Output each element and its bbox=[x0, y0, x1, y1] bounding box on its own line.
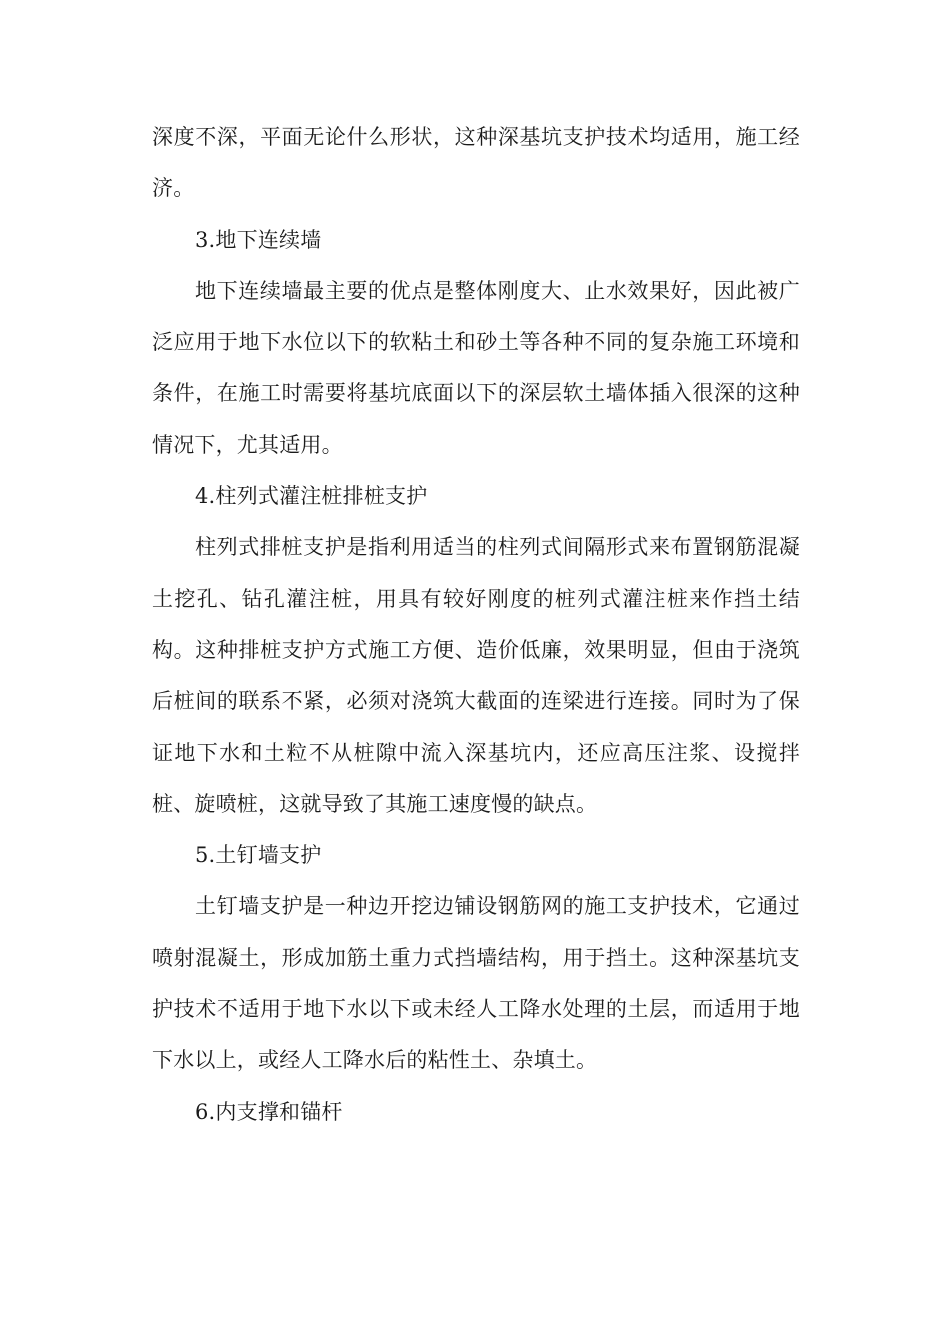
section-heading-4: 4.柱列式灌注桩排桩支护 bbox=[195, 484, 428, 509]
section-heading-5: 5.土钉墙支护 bbox=[195, 843, 322, 868]
paragraph-soil-nail-wall: 土钉墙支护是一种边开挖边铺设钢筋网的施工支护技术，它通过喷射混凝土，形成加筋土重力式挡墙结构，用于挡土。这种深基坑支护技术不适用于地下水以下或未经人工降水处理的土层，而适用于地下水以上，或经人工降水后的粘性土、杂填土。 bbox=[152, 894, 800, 1073]
section-heading-6: 6.内支撑和锚杆 bbox=[195, 1099, 343, 1124]
paragraph-continuation: 深度不深，平面无论什么形状，这种深基坑支护技术均适用，施工经济。 bbox=[152, 125, 800, 201]
paragraph-diaphragm-wall: 地下连续墙最主要的优点是整体刚度大、止水效果好，因此被广泛应用于地下水位以下的软粘土和砂土等各种不同的复杂施工环境和条件，在施工时需要将基坑底面以下的深层软土墙体插入很深的这种情况下，尤其适用。 bbox=[152, 278, 800, 457]
paragraph-bored-pile: 柱列式排桩支护是指利用适当的柱列式间隔形式来布置钢筋混凝土挖孔、钻孔灌注桩，用具有较好刚度的桩列式灌注桩来作挡土结构。这种排桩支护方式施工方便、造价低廉，效果明显，但由于浇筑后桩间的联系不紧，必须对浇筑大截面的连梁进行连接。同时为了保证地下水和土粒不从桩隙中流入深基坑内，还应高压注浆、设搅拌桩、旋喷桩，这就导致了其施工速度慢的缺点。 bbox=[152, 535, 800, 816]
document-body bbox=[152, 112, 800, 1138]
section-heading-3: 3.地下连续墙 bbox=[195, 227, 322, 252]
